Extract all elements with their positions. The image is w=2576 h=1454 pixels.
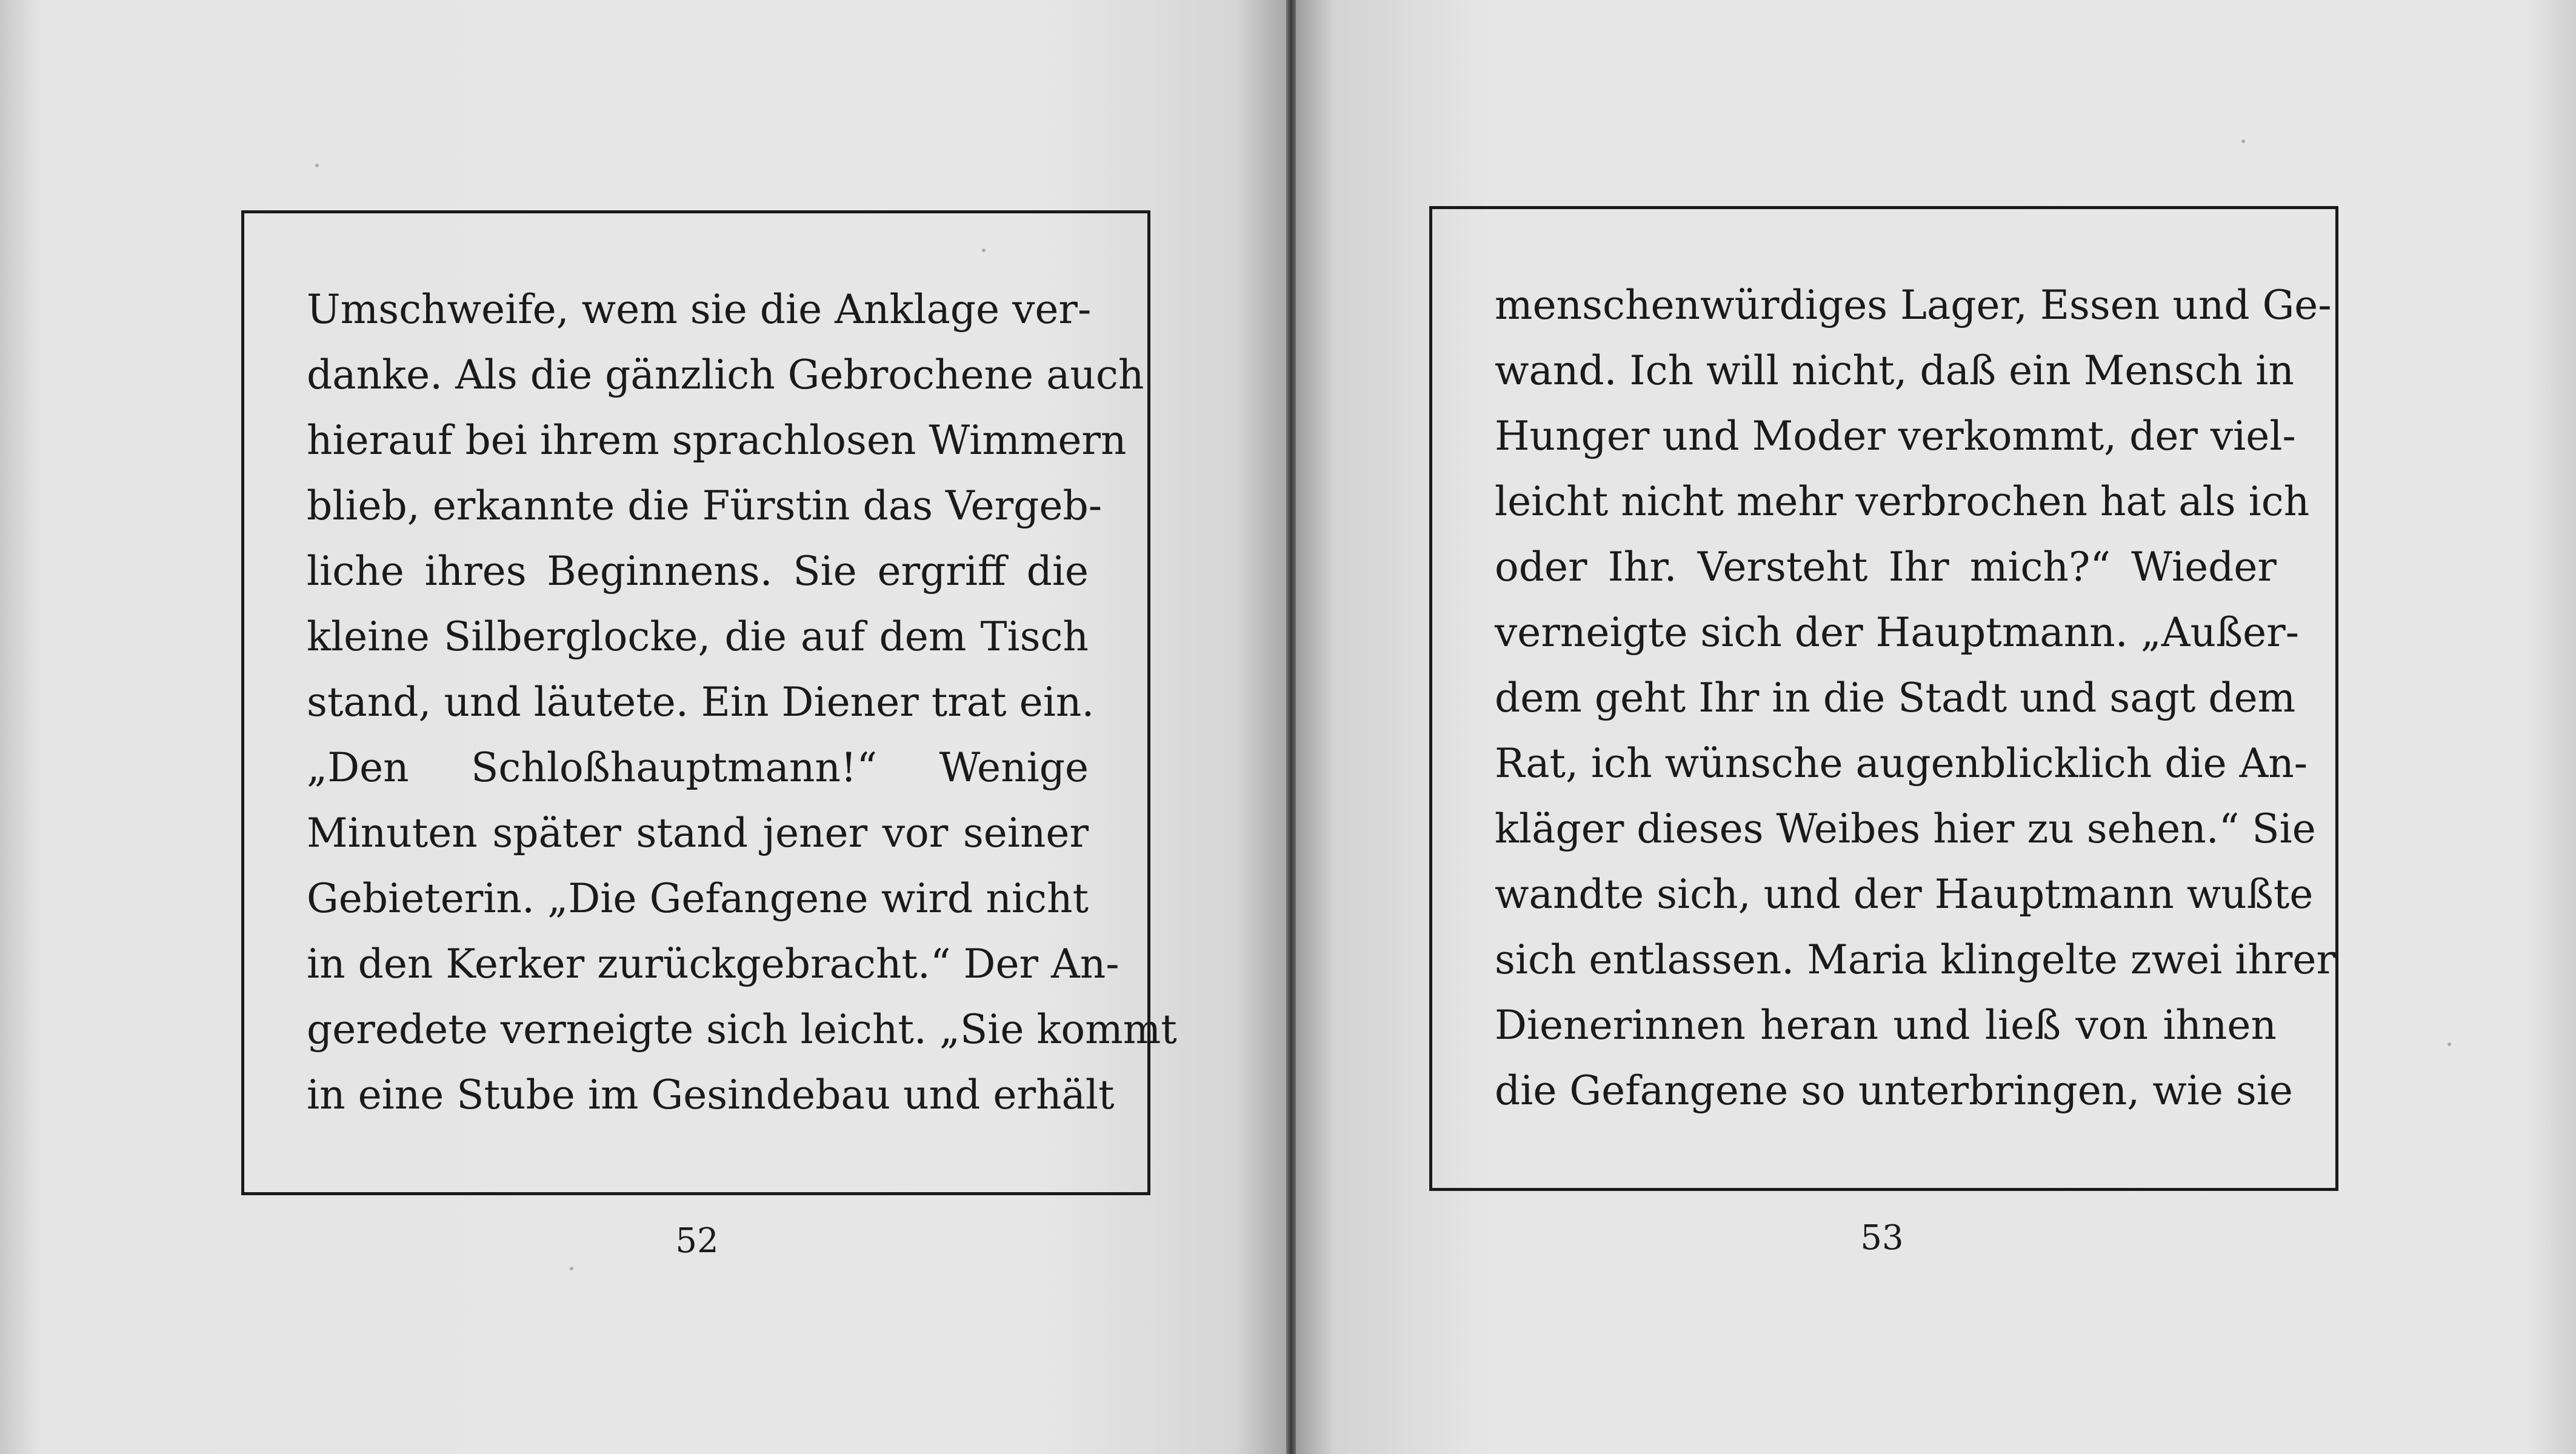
text-line: Dienerinnen heran und ließ von ihnen [1495,1002,2277,1049]
text-line: oder Ihr. Versteht Ihr mich?“ Wieder [1495,544,2277,590]
left-text-frame [241,210,1177,1195]
paper-speck [570,1267,573,1270]
text-line: die Gefangene so unterbringen, wie sie [1495,1067,2293,1114]
right-text-frame [1429,206,2338,1191]
text-line: wandte sich, und der Hauptmann wußte [1495,871,2314,918]
text-line: danke. Als die gänzlich Gebrochene auch [307,352,1144,398]
text-line: stand, und läutete. Ein Diener trat ein. [307,679,1095,725]
book-gutter [1286,0,1296,1454]
text-line: Umschweife, wem sie die Anklage ver- [307,286,1092,333]
text-line: in eine Stube im Gesindebau und erhält [307,1072,1115,1118]
paper-speck [2241,139,2245,143]
text-line: leicht nicht mehr verbrochen hat als ich [1495,478,2310,525]
left-text-block [307,277,1177,1128]
text-line: Rat, ich wünsche augenblicklich die An- [1495,740,2308,787]
text-line: hierauf bei ihrem sprachlosen Wimmern [307,417,1127,464]
text-line: sich entlassen. Maria klingelte zwei ihrer [1495,936,2336,983]
text-line: dem geht Ihr in die Stadt und sagt dem [1495,675,2296,721]
text-line: Gebieterin. „Die Gefangene wird nicht [307,875,1089,922]
text-line: wand. Ich will nicht, daß ein Mensch in [1495,347,2294,394]
left-page [0,0,1286,1454]
right-text-block [1495,273,2336,1124]
text-line: kleine Silberglocke, die auf dem Tisch [307,613,1089,660]
paper-speck [2448,1042,2451,1046]
text-line: Minuten später stand jener vor seiner [307,810,1089,856]
text-line: Hunger und Moder verkommt, der viel- [1495,413,2296,459]
text-line: kläger dieses Weibes hier zu sehen.“ Sie [1495,805,2316,852]
text-line: in den Kerker zurückgebracht.“ Der An- [307,941,1119,987]
left-page-number: 52 [675,1221,719,1261]
text-line: „Den Schloßhauptmann!“ Wenige [307,744,1089,791]
right-page-number: 53 [1860,1218,1904,1258]
text-line: verneigte sich der Hauptmann. „Außer- [1495,609,2300,656]
text-line: blieb, erkannte die Fürstin das Vergeb- [307,482,1103,529]
text-line: liche ihres Beginnens. Sie ergriff die [307,548,1089,595]
paper-speck [982,248,986,252]
text-line: geredete verneigte sich leicht. „Sie kommt [307,1006,1177,1053]
text-line: menschenwürdiges Lager, Essen und Ge- [1495,282,2332,328]
paper-speck [315,164,319,167]
right-page [1296,0,2576,1454]
